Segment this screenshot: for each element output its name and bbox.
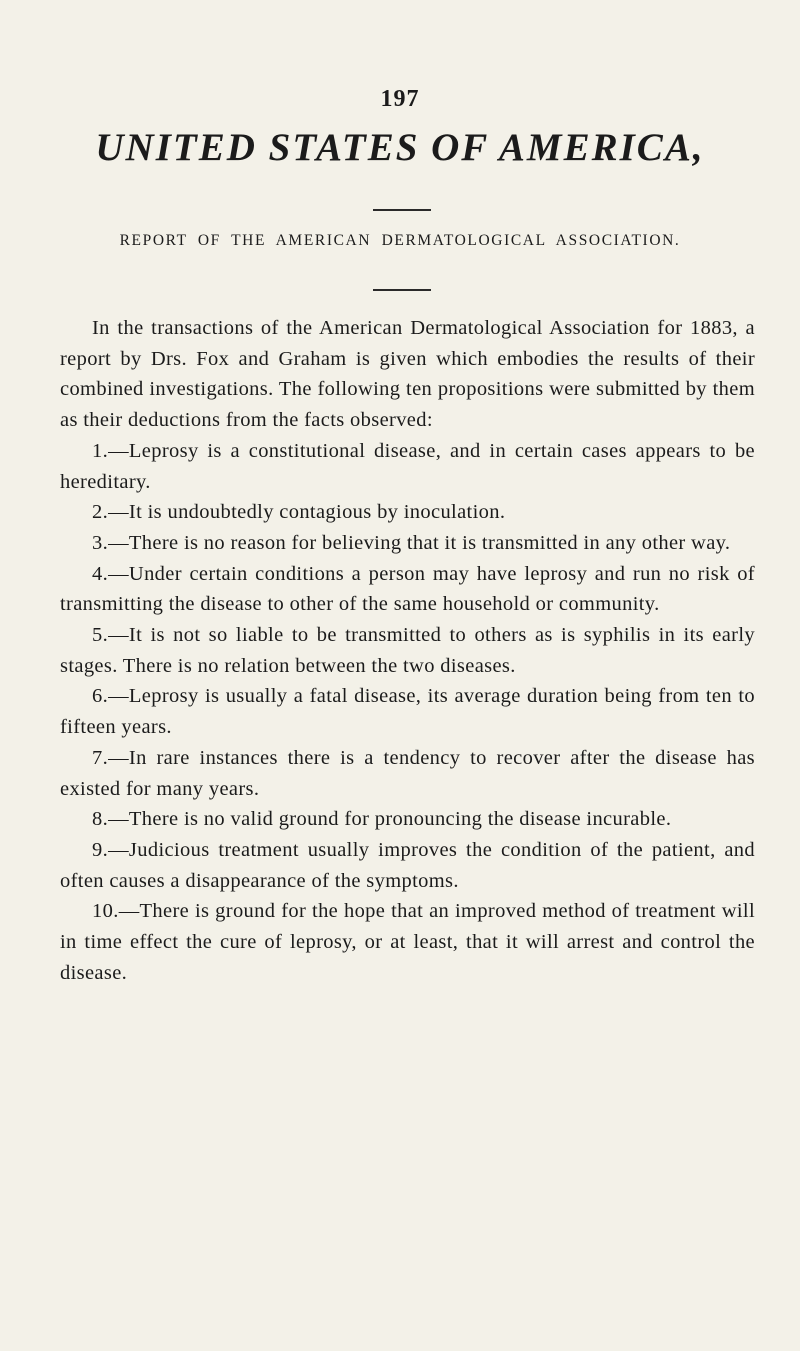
proposition-text: —Leprosy is usually a fatal disease, its average duration being from ten to fifteen years. — [60, 685, 755, 739]
proposition-3 — [60, 528, 755, 559]
proposition-text: —There is no valid ground for pronouncing the disease incurable. — [108, 808, 672, 831]
proposition-number: 7. — [92, 746, 109, 769]
proposition-text: —There is no reason for believing that it is transmitted in any other way. — [108, 531, 731, 554]
proposition-number: 5. — [92, 624, 109, 647]
proposition-4 — [60, 559, 755, 620]
proposition-7 — [60, 743, 755, 804]
proposition-number: 9. — [92, 838, 109, 861]
proposition-9 — [60, 835, 755, 896]
proposition-number: 10. — [92, 900, 119, 923]
top-divider — [373, 209, 431, 211]
proposition-text: —There is ground for the hope that an improved method of treatment will in time effect the cure of leprosy, or at least, that it will arrest and control the disease. — [60, 900, 755, 984]
proposition-number: 4. — [92, 562, 109, 585]
proposition-text: —Judicious treatment usually improves the condition of the patient, and often causes a disappearance of the symptoms. — [60, 838, 755, 892]
document-body — [60, 313, 755, 988]
proposition-text: —Leprosy is a constitutional disease, and in certain cases appears to be hereditary. — [60, 439, 755, 493]
intro-paragraph: In the transactions of the American Dermatological Association for 1883, a report by Drs. Fox and Graham is given which embodies the results of their combined investigations. The following ten propositions were submitted by them as their deductions from the facts observed: — [60, 317, 755, 432]
proposition-5 — [60, 620, 755, 681]
proposition-text: —It is not so liable to be transmitted to others as is syphilis in its early stages. There is no relation between the two diseases. — [60, 624, 755, 677]
proposition-number: 3. — [92, 531, 109, 554]
proposition-text: —It is undoubtedly contagious by inoculation. — [108, 501, 506, 524]
page-title: UNITED STATES OF AMERICA, — [95, 126, 705, 169]
proposition-2 — [60, 497, 755, 528]
proposition-text: —Under certain conditions a person may have leprosy and run no risk of transmitting the disease to other of the same household or community. — [60, 562, 755, 616]
proposition-1 — [60, 436, 755, 497]
bottom-divider — [373, 289, 431, 291]
proposition-6 — [60, 681, 755, 742]
proposition-text: —In rare instances there is a tendency to recover after the disease has existed for many years. — [60, 746, 755, 800]
report-subtitle: REPORT OF THE AMERICAN DERMATOLOGICAL ASSOCIATION. — [119, 232, 681, 249]
proposition-number: 6. — [92, 685, 109, 708]
proposition-number: 1. — [92, 439, 109, 462]
page-number: 197 — [380, 86, 420, 112]
proposition-number: 2. — [92, 501, 109, 524]
proposition-10 — [60, 896, 755, 988]
proposition-number: 8. — [92, 808, 109, 831]
proposition-8 — [60, 804, 755, 835]
